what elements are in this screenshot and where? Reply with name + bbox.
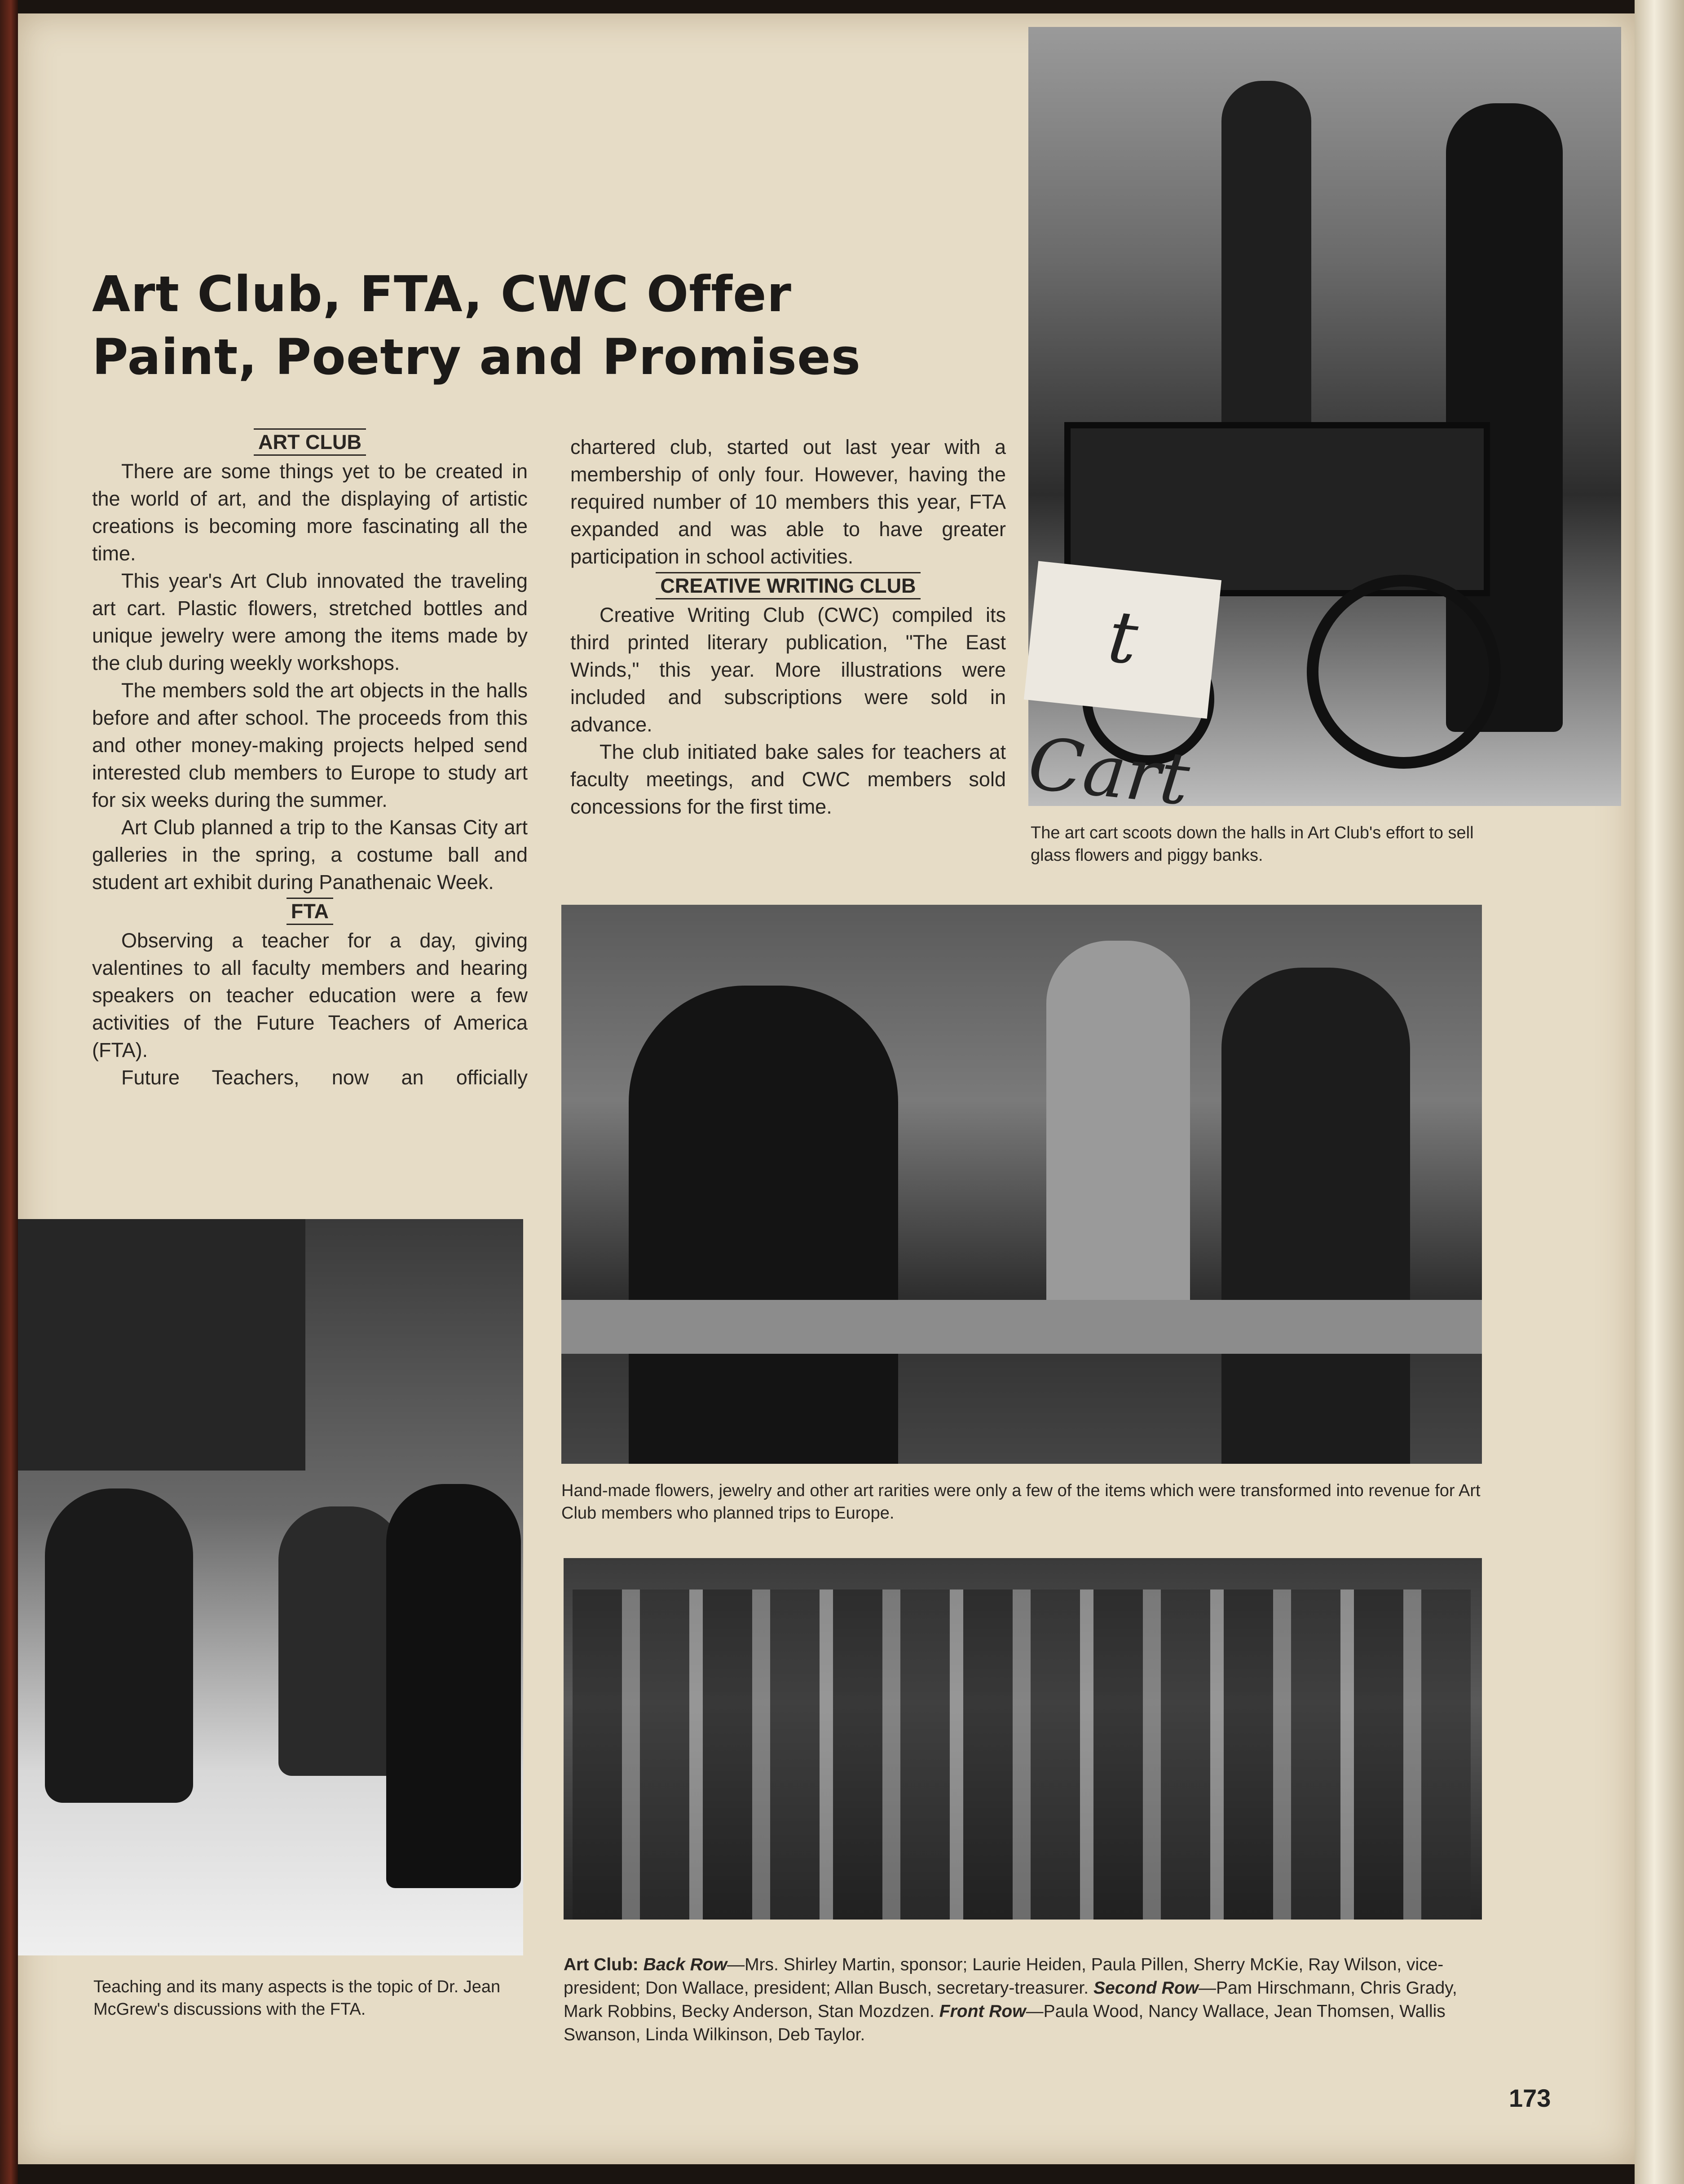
cwc-heading: CREATIVE WRITING CLUB [570, 570, 1006, 601]
cwc-paragraph: Creative Writing Club (CWC) compiled its third printed literary publication, "The East Winds," this year. More illustrations were included and subscriptions were sold in advance. [570, 603, 1006, 736]
group-photo-caption [564, 1953, 1489, 2047]
book-spine [0, 0, 18, 2184]
front-row-label: Front Row [939, 2002, 1026, 2021]
title-line-2: Paint, Poetry and Promises [92, 328, 861, 386]
page-title [92, 263, 1035, 388]
flowers-photo [561, 905, 1482, 1464]
art-cart-caption: The art cart scoots down the halls in Art Club's effort to sell glass flowers and piggy banks. [1031, 823, 1474, 865]
art-club-paragraph: Art Club planned a trip to the Kansas City art galleries in the spring, a costume ball and student art exhibit during Panathenaic Week. [92, 816, 528, 894]
fta-paragraph: Observing a teacher for a day, giving valentines to all faculty members and hearing speakers on teacher education were a few activities of the Future Teachers of America (FTA). [92, 929, 528, 1061]
fta-heading: FTA [92, 896, 528, 927]
cwc-paragraph: The club initiated bake sales for teachers at faculty meetings, and CWC members sold concessions for the first time. [570, 740, 1006, 818]
back-row-label: Back Row [643, 1955, 727, 1974]
fta-caption: Teaching and its many aspects is the topic of Dr. Jean McGrew's discussions with the FTA. [93, 1977, 501, 2019]
page-edge [1635, 0, 1684, 2184]
fta-paragraph: Future Teachers, now an officially [121, 1066, 528, 1089]
back-row-names: —Mrs. Shirley Martin, sponsor; Laurie Heiden, Paula Pillen, Sherry McKie, Ray Wilson, vice-president; Don Wallace, president; Allan Busch, secretary-treasurer. [564, 1955, 1444, 1998]
fta-continued-paragraph: chartered club, started out last year with a membership of only four. However, having the required number of 10 members this year, FTA expanded and was able to have greater participation in school activities. [570, 436, 1006, 568]
art-club-paragraph: The members sold the art objects in the halls before and after school. The proceeds from this and other money-making projects helped send interested club members to Europe to study art for six weeks during the summer. [92, 679, 528, 811]
text-column-1 [92, 427, 528, 1091]
caption-label: Art Club: [564, 1955, 639, 1974]
title-line-1: Art Club, FTA, CWC Offer [92, 265, 792, 323]
fta-photo [18, 1219, 523, 1955]
second-row-label: Second Row [1093, 1978, 1199, 1998]
art-cart-sign: t Cart [1024, 561, 1221, 718]
yearbook-page [18, 13, 1635, 2164]
flowers-caption: Hand-made flowers, jewelry and other art rarities were only a few of the items which were transformed into revenue for Art Club members who planned trips to Europe. [561, 1481, 1481, 1523]
page-number: 173 [1509, 2084, 1551, 2112]
art-club-paragraph: There are some things yet to be created in the world of art, and the displaying of artistic creations is becoming more fascinating all the time. [92, 460, 528, 565]
art-club-heading: ART CLUB [92, 427, 528, 458]
text-column-2 [570, 433, 1006, 820]
art-club-group-photo [564, 1558, 1482, 1920]
front-row-names: —Paula Wood, Nancy Wallace, Jean Thomsen, Wallis Swanson, Linda Wilkinson, Deb Taylor. [564, 2002, 1446, 2044]
art-club-paragraph: This year's Art Club innovated the traveling art cart. Plastic flowers, stretched bottles and unique jewelry were among the items made by the club during weekly workshops. [92, 569, 528, 674]
second-row-names: —Pam Hirschmann, Chris Grady, Mark Robbins, Becky Anderson, Stan Mozdzen. [564, 1978, 1457, 2021]
